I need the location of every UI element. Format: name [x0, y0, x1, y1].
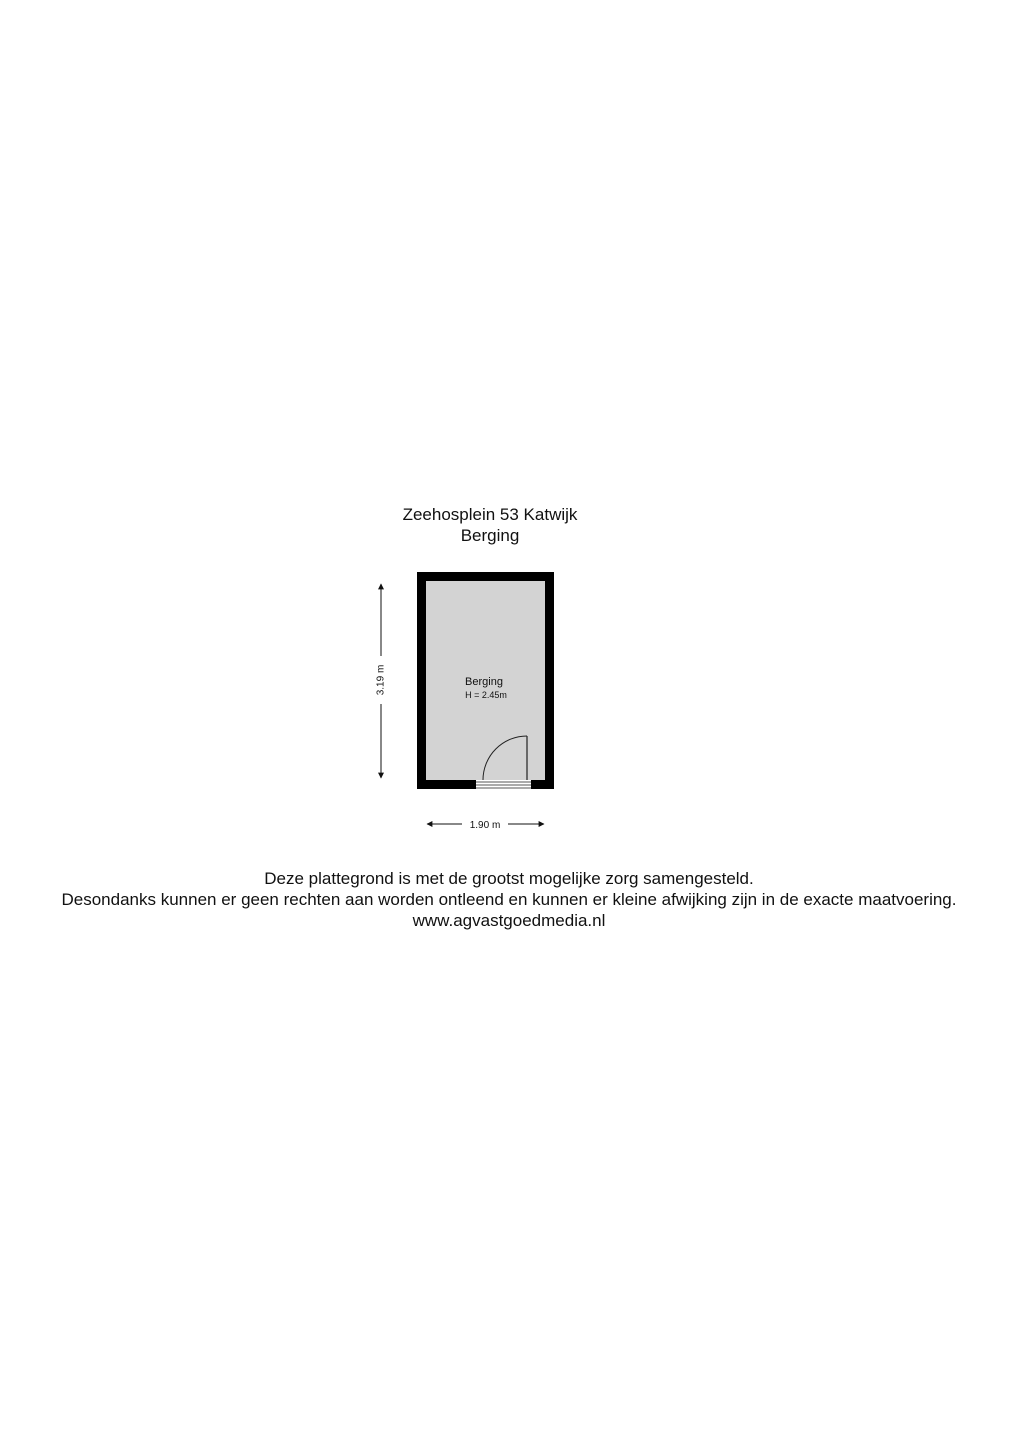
disclaimer-line-1: Deze plattegrond is met de grootst mogelijke zorg samengesteld.	[264, 869, 754, 888]
disclaimer-line-2: Desondanks kunnen er geen rechten aan worden ontleend en kunnen er kleine afwijking zijn in de exacte maatvoering.	[61, 890, 957, 909]
depth-dimension-label: 3.19 m	[375, 664, 387, 696]
room-height-label: H = 2.45m	[465, 690, 507, 700]
floor-name: Berging	[460, 526, 520, 545]
property-address: Zeehosplein 53 Katwijk	[402, 505, 578, 524]
website-link[interactable]: www.agvastgoedmedia.nl	[412, 911, 606, 930]
width-dimension-label: 1.90 m	[469, 820, 501, 831]
width-dimension	[427, 820, 544, 831]
disclaimer-block	[0, 868, 1018, 931]
room-name-label: Berging	[465, 676, 503, 688]
depth-dimension	[376, 584, 387, 778]
